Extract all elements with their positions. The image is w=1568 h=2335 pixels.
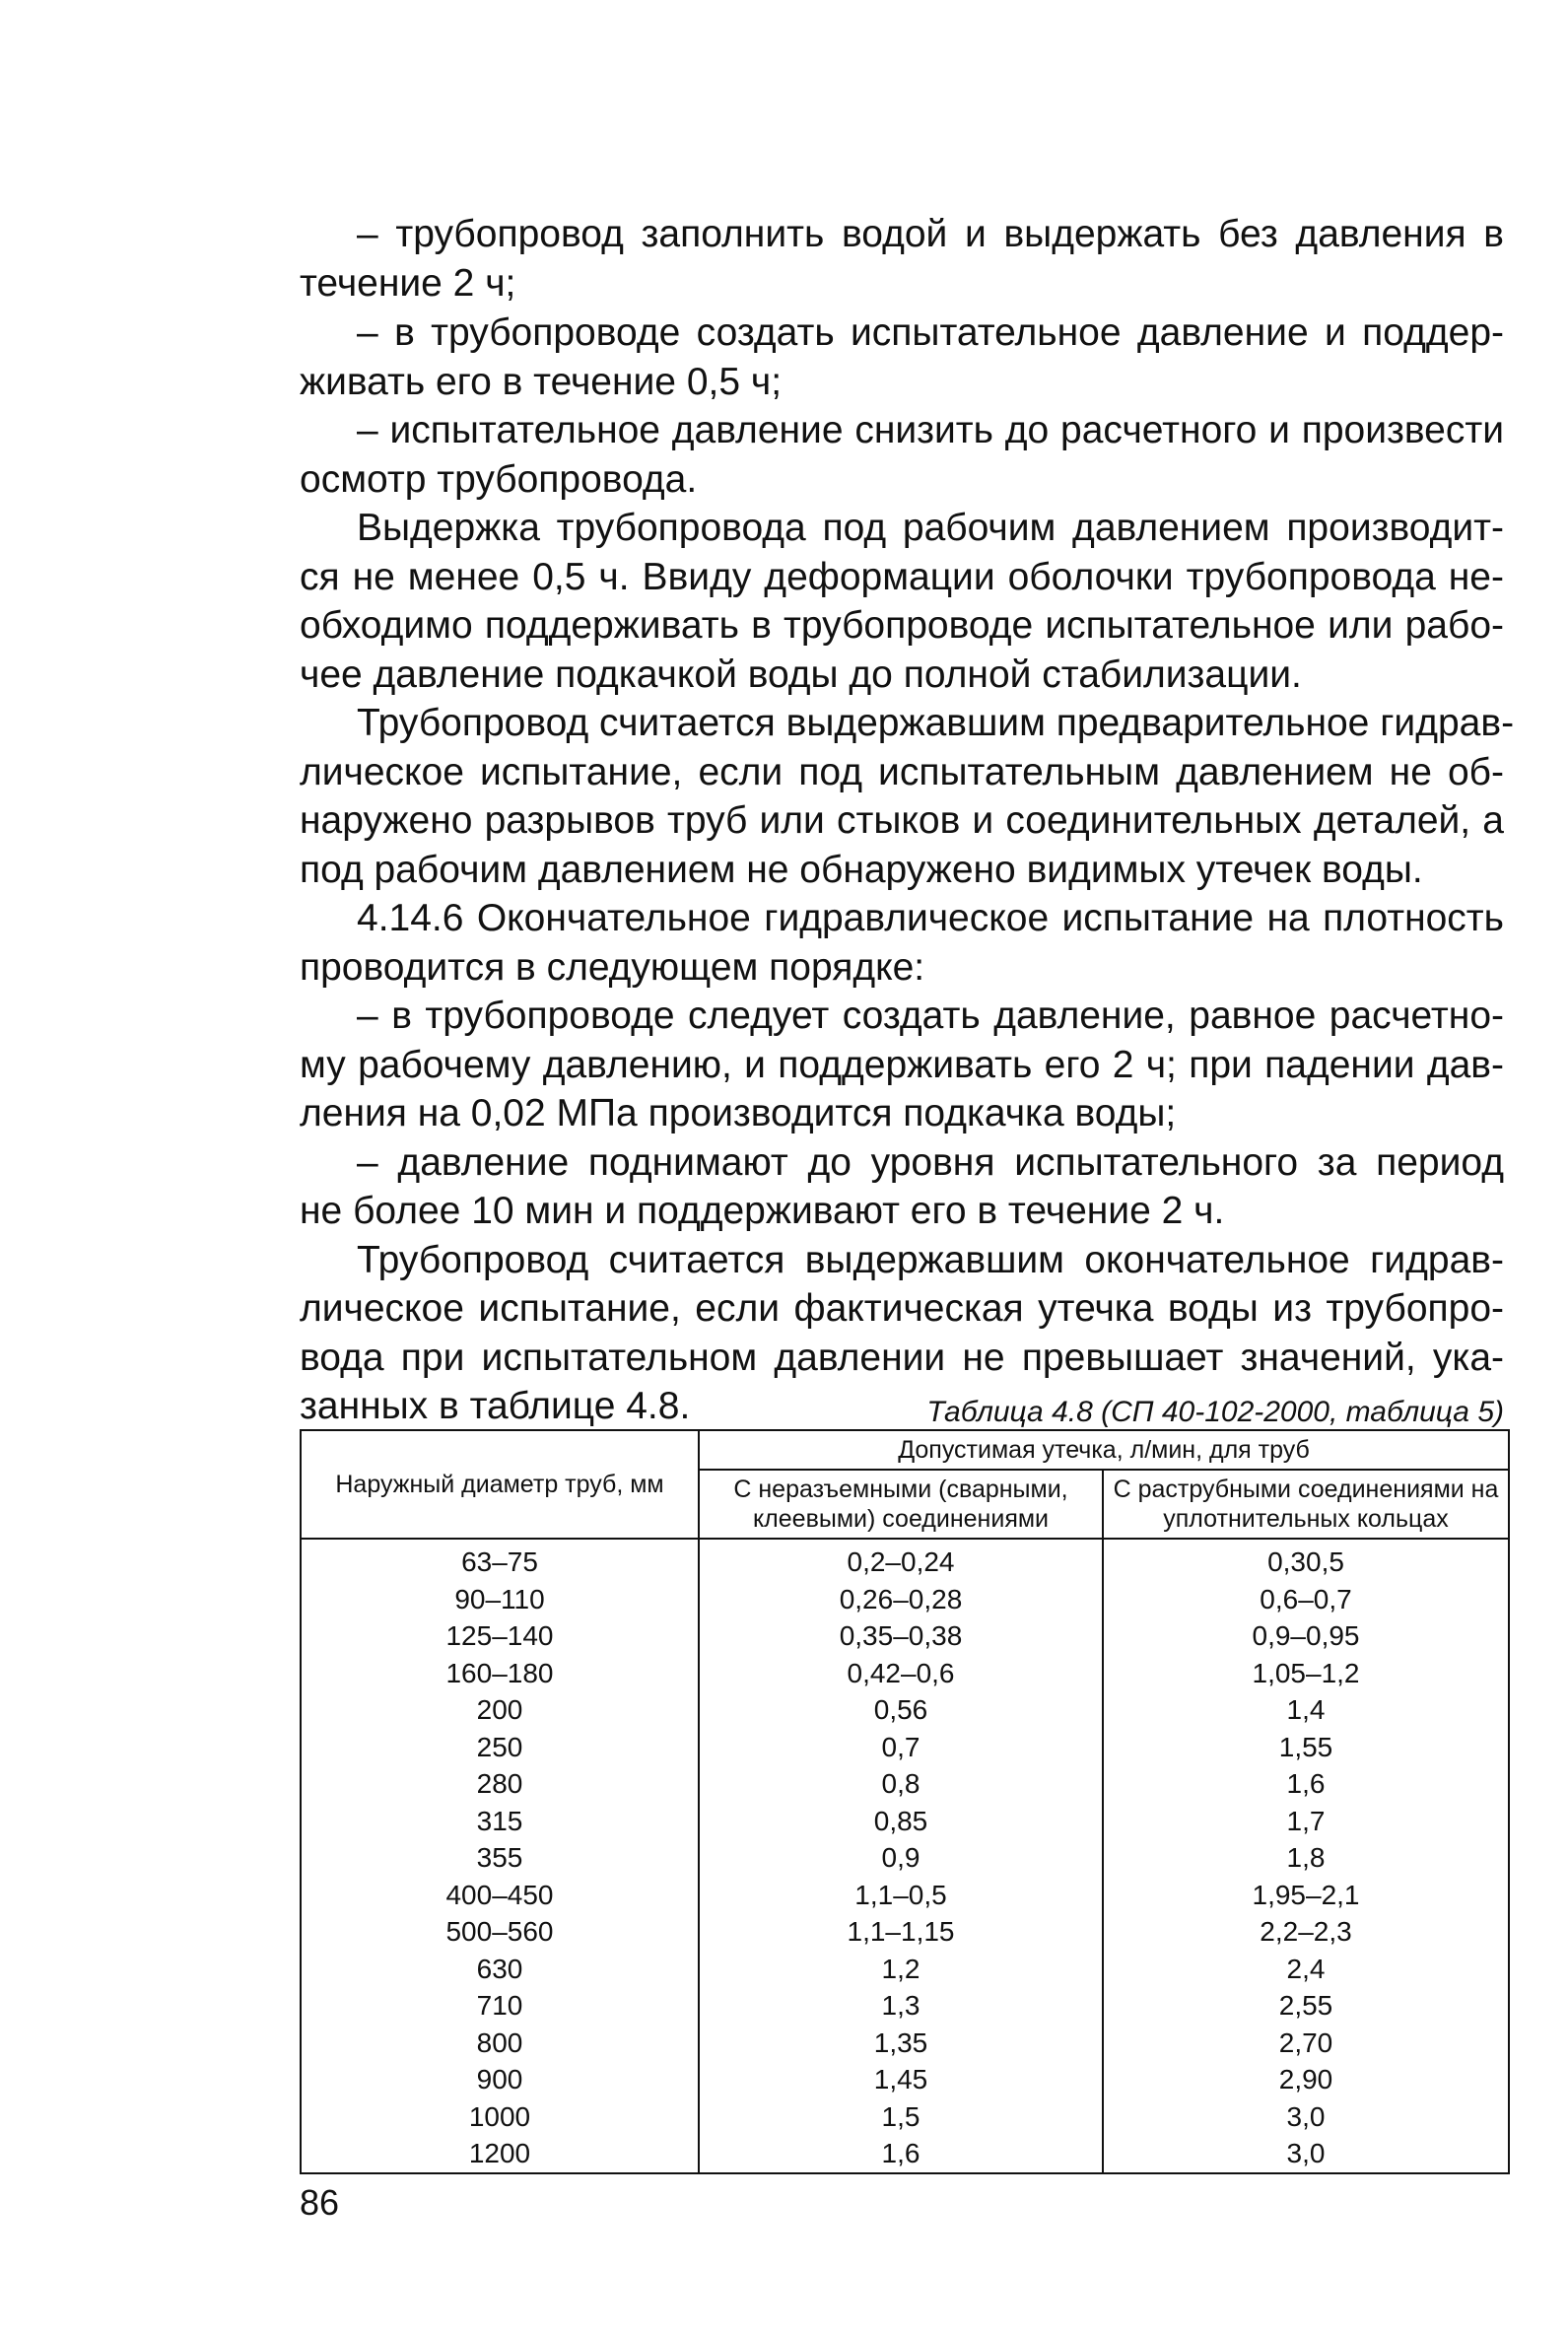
cell-diameter: 250 [301, 1729, 699, 1766]
cell-diameter: 1000 [301, 2098, 699, 2136]
cell-welded-leakage: 1,35 [699, 2025, 1103, 2062]
leakage-table [300, 1429, 1510, 2174]
cell-welded-leakage: 1,5 [699, 2098, 1103, 2136]
text-line: осмотр трубопровода. [300, 458, 698, 501]
cell-socket-leakage: 1,7 [1103, 1803, 1509, 1840]
cell-welded-leakage: 0,42–0,6 [699, 1655, 1103, 1692]
table-row [301, 1655, 1509, 1692]
cell-welded-leakage: 1,1–0,5 [699, 1877, 1103, 1914]
table-row [301, 1765, 1509, 1803]
table-row [301, 1729, 1509, 1766]
table-row [301, 1839, 1509, 1877]
header-socket-joints: С раструбными соединениями на уплотнительных кольцах [1103, 1470, 1509, 1539]
cell-welded-leakage: 0,7 [699, 1729, 1103, 1766]
cell-diameter: 1200 [301, 2135, 699, 2173]
cell-diameter: 800 [301, 2025, 699, 2062]
table-row [301, 2098, 1509, 2136]
cell-welded-leakage: 0,85 [699, 1803, 1103, 1840]
cell-socket-leakage: 1,6 [1103, 1765, 1509, 1803]
cell-welded-leakage: 0,2–0,24 [699, 1539, 1103, 1581]
cell-socket-leakage: 2,70 [1103, 2025, 1509, 2062]
cell-diameter: 630 [301, 1951, 699, 1988]
table-row [301, 1877, 1509, 1914]
text-line: му рабочему давлению, и поддерживать его 2 ч; при падении дав- [300, 1044, 1504, 1086]
cell-welded-leakage: 1,45 [699, 2061, 1103, 2098]
cell-welded-leakage: 0,9 [699, 1839, 1103, 1877]
page-number: 86 [300, 2182, 340, 2223]
text-line: чее давление подкачкой воды до полной стабилизации. [300, 653, 1302, 696]
text-line: течение 2 ч; [300, 262, 516, 305]
text-line: – в трубопроводе следует создать давление, равное расчетно- [357, 995, 1504, 1037]
cell-welded-leakage: 1,1–1,15 [699, 1913, 1103, 1951]
table-row [301, 1951, 1509, 1988]
cell-welded-leakage: 0,8 [699, 1765, 1103, 1803]
table-row [301, 1539, 1509, 1581]
table-body [301, 1539, 1509, 2173]
table-row [301, 1803, 1509, 1840]
cell-socket-leakage: 2,90 [1103, 2061, 1509, 2098]
cell-socket-leakage: 1,55 [1103, 1729, 1509, 1766]
table-row [301, 1617, 1509, 1655]
table-header-row [301, 1430, 1509, 1470]
text-line: 4.14.6 Окончательное гидравлическое испытание на плотность [357, 897, 1504, 939]
text-line: лическое испытание, если фактическая утечка воды из трубопро- [300, 1287, 1504, 1330]
text-line: – в трубопроводе создать испытательное давление и поддер- [357, 311, 1504, 354]
cell-diameter: 900 [301, 2061, 699, 2098]
text-line: лическое испытание, если под испытательным давлением не об- [300, 751, 1504, 793]
cell-welded-leakage: 0,26–0,28 [699, 1581, 1103, 1618]
text-line: под рабочим давлением не обнаружено видимых утечек воды. [300, 849, 1423, 891]
table-row [301, 1987, 1509, 2025]
cell-socket-leakage: 3,0 [1103, 2135, 1509, 2173]
cell-diameter: 500–560 [301, 1913, 699, 1951]
table-row [301, 1691, 1509, 1729]
text-line: – трубопровод заполнить водой и выдержать без давления в [357, 213, 1504, 255]
cell-welded-leakage: 1,2 [699, 1951, 1103, 1988]
cell-welded-leakage: 0,35–0,38 [699, 1617, 1103, 1655]
text-line: занных в таблице 4.8. [300, 1385, 691, 1427]
cell-socket-leakage: 0,6–0,7 [1103, 1581, 1509, 1618]
cell-socket-leakage: 2,4 [1103, 1951, 1509, 1988]
text-line: обходимо поддерживать в трубопроводе испытательное или рабо- [300, 604, 1504, 647]
text-line: наружено разрывов труб или стыков и соединительных деталей, а [300, 799, 1504, 842]
table-row [301, 2025, 1509, 2062]
cell-diameter: 160–180 [301, 1655, 699, 1692]
header-diameter: Наружный диаметр труб, мм [301, 1430, 699, 1539]
cell-socket-leakage: 0,30,5 [1103, 1539, 1509, 1581]
cell-diameter: 63–75 [301, 1539, 699, 1581]
table-caption: Таблица 4.8 (СП 40-102-2000, таблица 5) [926, 1396, 1504, 1428]
cell-diameter: 200 [301, 1691, 699, 1729]
text-line: Трубопровод считается выдержавшим окончательное гидрав- [357, 1239, 1504, 1281]
cell-socket-leakage: 1,95–2,1 [1103, 1877, 1509, 1914]
cell-welded-leakage: 1,6 [699, 2135, 1103, 2173]
cell-socket-leakage: 1,8 [1103, 1839, 1509, 1877]
cell-socket-leakage: 2,55 [1103, 1987, 1509, 2025]
cell-welded-leakage: 0,56 [699, 1691, 1103, 1729]
table-row [301, 2061, 1509, 2098]
text-line: Выдержка трубопровода под рабочим давлением производит- [357, 507, 1504, 549]
cell-diameter: 400–450 [301, 1877, 699, 1914]
text-line: Трубопровод считается выдержавшим предварительное гидрав- [357, 702, 1515, 744]
text-line: ся не менее 0,5 ч. Ввиду деформации оболочки трубопровода не- [300, 556, 1504, 598]
cell-socket-leakage: 0,9–0,95 [1103, 1617, 1509, 1655]
cell-socket-leakage: 1,4 [1103, 1691, 1509, 1729]
table-row [301, 1913, 1509, 1951]
header-welded-joints: С неразъемными (сварными, клеевыми) соединениями [699, 1470, 1103, 1539]
cell-welded-leakage: 1,3 [699, 1987, 1103, 2025]
cell-diameter: 125–140 [301, 1617, 699, 1655]
text-line: – давление поднимают до уровня испытательного за период [357, 1141, 1504, 1184]
cell-socket-leakage: 2,2–2,3 [1103, 1913, 1509, 1951]
text-line: проводится в следующем порядке: [300, 946, 925, 989]
table-row [301, 1581, 1509, 1618]
cell-diameter: 90–110 [301, 1581, 699, 1618]
cell-diameter: 355 [301, 1839, 699, 1877]
cell-diameter: 315 [301, 1803, 699, 1840]
cell-diameter: 710 [301, 1987, 699, 2025]
cell-diameter: 280 [301, 1765, 699, 1803]
table-row [301, 2135, 1509, 2173]
header-allowed-leakage: Допустимая утечка, л/мин, для труб [699, 1430, 1509, 1470]
text-line: ления на 0,02 МПа производится подкачка воды; [300, 1092, 1177, 1134]
text-line: не более 10 мин и поддерживают его в течение 2 ч. [300, 1190, 1225, 1232]
cell-socket-leakage: 1,05–1,2 [1103, 1655, 1509, 1692]
cell-socket-leakage: 3,0 [1103, 2098, 1509, 2136]
text-line: вода при испытательном давлении не превышает значений, ука- [300, 1337, 1504, 1379]
text-line: – испытательное давление снизить до расчетного и произвести [357, 409, 1504, 451]
text-line: живать его в течение 0,5 ч; [300, 361, 783, 403]
